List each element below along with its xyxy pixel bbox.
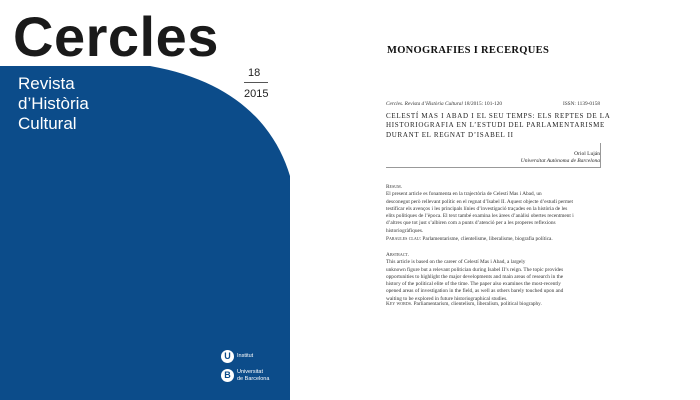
article-title-line: HISTORIOGRAFIA EN L’ESTUDI DEL PARLAMENTARISME [386,121,605,130]
journal-issn: ISSN: 1139-0158 [562,101,600,107]
cover-divider [244,82,268,83]
cover-subtitle-line: Revista [18,74,75,93]
abstract-label: Abstract. [386,252,410,258]
journal-cover [0,0,290,400]
ub-mark-top: U [221,350,234,363]
author-affiliation: Universitat Autònoma de Barcelona [520,158,600,164]
resum-line: El present article es fonamenta en la trajectòria de Celestí Mas i Abad, un [386,191,542,198]
resum-line: testificar els avenços i les principals línies d’investigació traçades en la història de les [386,205,568,212]
resum-line: desconegut però rellevant polític en el regnat d’Isabel II. Aquest objecte d’estudi permet [386,198,573,205]
author-name: Oriol Luján [574,151,600,157]
journal-name: Cercles. Revista d’Història Cultural [386,101,463,107]
resum-paragraph [386,184,600,235]
author-rule [386,167,600,168]
cover-year: 2015 [244,88,269,100]
section-heading: MONOGRAFIES I RECERQUES [387,45,550,56]
article-page [290,0,700,400]
cover-subtitle [18,74,188,134]
ub-line-3: de Barcelona [237,376,270,382]
paraules-clau [386,236,600,243]
paraules-clau-label: Paraules clau: [386,236,422,242]
author-block [386,150,600,165]
resum-line: elits polítiques de l’època. El text també examina les àrees d’anàlisi obertes recentment i [386,213,574,220]
abstract-line: opened areas of investigation in the field, as well as others barely touched upon and [386,288,564,295]
ub-mark-bottom: B [221,369,234,382]
key-words [386,301,600,308]
abstract-line: opportunities to highlight the major developments and main areas of research in the [386,273,564,280]
abstract-line: waiting to be explored in future historiographical studies. [386,295,508,302]
cover-subtitle-line: d’Història [18,94,89,113]
journal-issue-pages: 18/2015: 101-120 [464,101,503,107]
abstract-line: This article is based on the career of Celestí Mas i Abad, a largely [386,259,526,266]
article-title-line: CELESTÍ MAS I ABAD I EL SEU TEMPS: ELS REPTES DE LA [386,112,611,120]
article-title-line: DURANT EL REGNAT D’ISABEL II [386,130,514,139]
university-logo [221,348,281,394]
key-words-text: Parliamentarism, clientelism, liberalism, political biography. [413,301,542,307]
paraules-clau-text: Parlamentarisme, clientelisme, liberalisme, biografia política. [422,236,553,242]
abstract-line: unknown figure but a relevant politician during Isabel II’s reign. The topic provides [386,266,564,273]
resum-label: Resum. [386,184,402,190]
cover-title: Cercles [13,5,219,68]
ub-line-1: Institut [237,353,254,359]
author-rule-vertical [600,143,601,168]
abstract-line: history of the political elite of the time. The paper also examines the most-recently [386,281,561,288]
cover-issue-number: 18 [248,67,261,79]
ub-line-2: Universitat [237,369,263,375]
article-title [386,112,611,140]
key-words-label: Key words. [386,301,413,307]
cover-subtitle-line: Cultural [18,114,77,133]
journal-citation-line [386,101,600,107]
resum-line: d’altres que tot just s’albiren com a punts d’atenció per a les properes reflexions [386,220,556,227]
resum-line: historiogràfiques. [386,227,424,234]
abstract-paragraph [386,252,600,303]
